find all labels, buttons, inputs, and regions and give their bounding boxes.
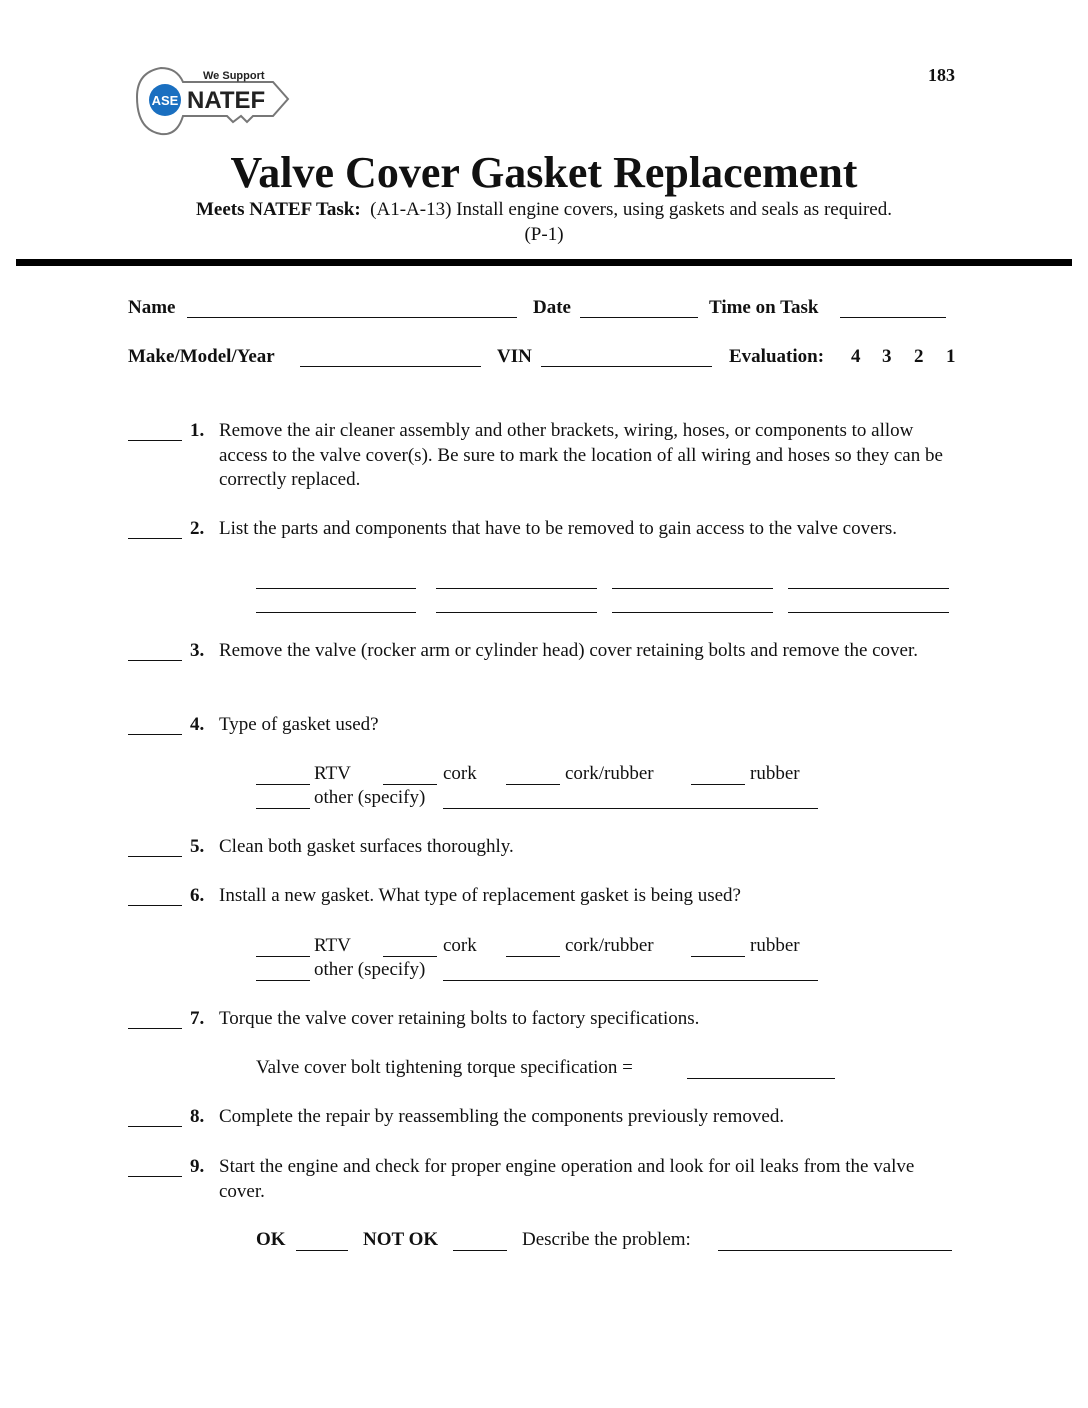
- item-number: 8.: [190, 1106, 205, 1127]
- name-field[interactable]: [187, 317, 517, 318]
- gasket-option-label: rubber: [750, 763, 800, 784]
- not-ok-blank[interactable]: [453, 1250, 507, 1251]
- gasket-other-field[interactable]: [443, 808, 818, 809]
- item-text: Clean both gasket surfaces thoroughly.: [219, 836, 514, 857]
- gasket-option-label: cork: [443, 763, 477, 784]
- part-line[interactable]: [788, 588, 949, 589]
- item-text: Torque the valve cover retaining bolts to factory specifications.: [219, 1008, 700, 1029]
- subtitle-text: (A1-A-13) Install engine covers, using gaskets and seals as required.: [370, 199, 892, 220]
- item-check-blank[interactable]: [128, 856, 182, 857]
- evaluation-label: Evaluation:: [729, 346, 825, 367]
- gasket-option-label: RTV: [314, 935, 351, 956]
- gasket-other-label: other (specify): [314, 959, 426, 980]
- gasket-option-blank[interactable]: [506, 956, 560, 957]
- part-line[interactable]: [612, 612, 773, 613]
- item-number: 3.: [190, 640, 205, 661]
- svg-text:NATEF: NATEF: [187, 87, 266, 114]
- score-4[interactable]: 4: [851, 346, 861, 367]
- subtitle-label: Meets NATEF Task:: [195, 199, 361, 220]
- item-number: 1.: [190, 420, 205, 441]
- part-line[interactable]: [256, 588, 416, 589]
- gasket-option-blank[interactable]: [383, 784, 437, 785]
- item-check-blank[interactable]: [128, 905, 182, 906]
- torque-spec-label: Valve cover bolt tightening torque specification =: [256, 1057, 633, 1078]
- name-label: Name: [128, 297, 176, 318]
- time-label: Time on Task: [709, 297, 819, 318]
- item-number: 2.: [190, 518, 205, 539]
- part-line[interactable]: [788, 612, 949, 613]
- gasket-other-blank[interactable]: [256, 808, 310, 809]
- page-title: Valve Cover Gasket Replacement: [230, 148, 858, 197]
- part-line[interactable]: [612, 588, 773, 589]
- gasket-option-label: cork: [443, 935, 477, 956]
- score-1[interactable]: 1: [946, 346, 956, 367]
- time-field[interactable]: [840, 317, 946, 318]
- vin-label: VIN: [497, 346, 532, 367]
- item-text: List the parts and components that have to be removed to gain access to the valve covers.: [219, 518, 897, 539]
- header-rule: [16, 259, 1072, 266]
- item-text: Type of gasket used?: [219, 714, 379, 735]
- item-text: Start the engine and check for proper engine operation and look for oil leaks from the valve cover.: [219, 1156, 915, 1202]
- score-2[interactable]: 2: [914, 346, 924, 367]
- item-check-blank[interactable]: [128, 660, 182, 661]
- make-field[interactable]: [300, 366, 481, 367]
- item-text: Install a new gasket. What type of replacement gasket is being used?: [219, 885, 741, 906]
- gasket-option-blank[interactable]: [256, 956, 310, 957]
- gasket-option-blank[interactable]: [256, 784, 310, 785]
- item-number: 9.: [190, 1156, 205, 1177]
- subtitle-line2: (P-1): [524, 224, 564, 245]
- gasket-other-blank[interactable]: [256, 980, 310, 981]
- gasket-option-label: cork/rubber: [565, 935, 654, 956]
- item-check-blank[interactable]: [128, 1126, 182, 1127]
- item-text: Remove the valve (rocker arm or cylinder head) cover retaining bolts and remove the cover.: [219, 640, 919, 661]
- item-text: Complete the repair by reassembling the components previously removed.: [219, 1106, 785, 1127]
- score-3[interactable]: 3: [882, 346, 892, 367]
- gasket-option-label: RTV: [314, 763, 351, 784]
- part-line[interactable]: [436, 588, 597, 589]
- item-check-blank[interactable]: [128, 1028, 182, 1029]
- item-check-blank[interactable]: [128, 440, 182, 441]
- item-check-blank[interactable]: [128, 734, 182, 735]
- item-check-blank[interactable]: [128, 1176, 182, 1177]
- item-check-blank[interactable]: [128, 538, 182, 539]
- torque-spec-field[interactable]: [687, 1078, 835, 1079]
- part-line[interactable]: [436, 612, 597, 613]
- item-number: 5.: [190, 836, 205, 857]
- gasket-option-label: rubber: [750, 935, 800, 956]
- gasket-option-blank[interactable]: [383, 956, 437, 957]
- svg-text:We Support: We Support: [203, 70, 265, 82]
- page-number: 183: [928, 65, 955, 85]
- make-label: Make/Model/Year: [128, 346, 275, 367]
- gasket-other-label: other (specify): [314, 787, 426, 808]
- vin-field[interactable]: [541, 366, 712, 367]
- item-number: 6.: [190, 885, 205, 906]
- gasket-option-blank[interactable]: [691, 956, 745, 957]
- ok-blank[interactable]: [296, 1250, 348, 1251]
- item-number: 4.: [190, 714, 205, 735]
- gasket-other-field[interactable]: [443, 980, 818, 981]
- gasket-option-blank[interactable]: [691, 784, 745, 785]
- svg-text:ASE: ASE: [151, 93, 179, 108]
- part-line[interactable]: [256, 612, 416, 613]
- gasket-option-blank[interactable]: [506, 784, 560, 785]
- natef-logo: [133, 62, 291, 142]
- date-field[interactable]: [580, 317, 698, 318]
- item-number: 7.: [190, 1008, 205, 1029]
- date-label: Date: [533, 297, 571, 318]
- item-text: Remove the air cleaner assembly and other brackets, wiring, hoses, or components to allow access to the valve cover(s). Be sure to mark the location of all wiring and hoses so they can be correctly replaced.: [219, 420, 943, 490]
- gasket-option-label: cork/rubber: [565, 763, 654, 784]
- not-ok-label: NOT OK: [363, 1229, 439, 1250]
- describe-field[interactable]: [718, 1250, 952, 1251]
- ok-label: OK: [256, 1229, 286, 1250]
- describe-label: Describe the problem:: [522, 1229, 691, 1250]
